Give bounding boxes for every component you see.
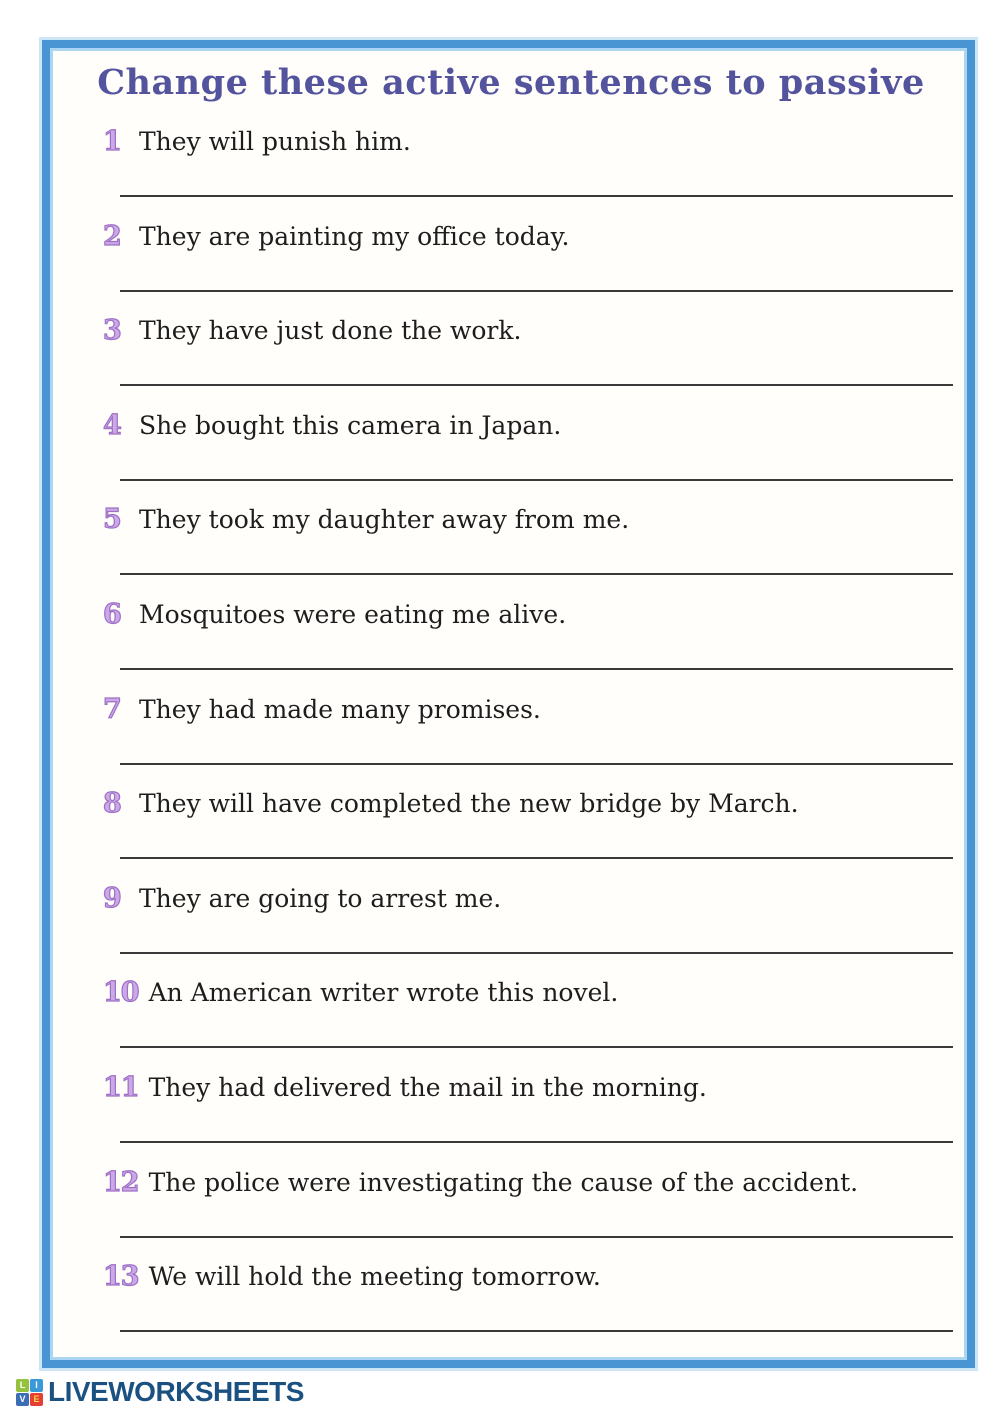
question-row [103, 1166, 939, 1200]
item-number: 9 [103, 882, 121, 914]
exercise-item [83, 409, 939, 504]
question-row [103, 598, 939, 632]
item-number: 13 [103, 1261, 139, 1293]
item-number: 5 [103, 504, 121, 536]
exercise-item [83, 1071, 939, 1166]
logo-tile-e: E [30, 1393, 43, 1406]
active-sentence: They are going to arrest me. [139, 883, 502, 913]
active-sentence: They will punish him. [139, 127, 411, 156]
active-sentence: She bought this camera in Japan. [139, 410, 562, 440]
answer-input[interactable] [120, 1302, 953, 1332]
item-number: 12 [103, 1166, 139, 1198]
liveworksheets-logo-text: LIVEWORKSHEETS [48, 1376, 304, 1407]
answer-input[interactable] [120, 1208, 953, 1238]
item-number: 6 [103, 598, 121, 630]
logo-tile-v: V [16, 1393, 29, 1406]
liveworksheets-logo[interactable] [16, 1376, 304, 1408]
answer-input[interactable] [120, 451, 953, 481]
item-number: 11 [103, 1071, 139, 1103]
answer-input[interactable] [120, 924, 953, 954]
question-row [103, 314, 939, 348]
exercise-item [83, 882, 939, 977]
liveworksheets-logo-icon [16, 1379, 43, 1406]
question-row [103, 125, 939, 159]
item-number: 7 [103, 693, 121, 725]
answer-input[interactable] [120, 1113, 953, 1143]
exercise-item [83, 787, 939, 882]
item-number: 4 [103, 409, 121, 441]
active-sentence: They are painting my office today. [139, 221, 570, 251]
logo-tile-i: I [30, 1379, 43, 1392]
active-sentence: They had delivered the mail in the morning. [148, 1072, 707, 1102]
active-sentence: They will have completed the new bridge by March. [139, 789, 799, 819]
item-number: 8 [103, 788, 121, 820]
question-row [103, 787, 939, 821]
exercise-item [83, 693, 939, 788]
answer-input[interactable] [120, 167, 953, 197]
exercise-item [83, 1260, 939, 1355]
active-sentence: They took my daughter away from me. [139, 505, 630, 535]
active-sentence: We will hold the meeting tomorrow. [148, 1262, 601, 1292]
exercise-item [83, 125, 939, 220]
item-number: 2 [103, 220, 121, 252]
answer-input[interactable] [120, 545, 953, 575]
item-number: 10 [103, 977, 139, 1009]
question-row [103, 409, 939, 443]
exercise-item [83, 503, 939, 598]
exercise-item [83, 976, 939, 1071]
worksheet-title: Change these active sentences to passive [97, 62, 925, 103]
question-row [103, 220, 939, 254]
question-row [103, 1260, 939, 1294]
question-row [103, 882, 939, 916]
exercise-item [83, 598, 939, 693]
answer-input[interactable] [120, 356, 953, 386]
item-number: 1 [103, 126, 121, 157]
answer-input[interactable] [120, 829, 953, 859]
exercise-list [83, 125, 939, 1355]
exercise-item [83, 1166, 939, 1261]
exercise-item [83, 314, 939, 409]
active-sentence: An American writer wrote this novel. [148, 978, 619, 1008]
item-number: 3 [103, 315, 121, 347]
question-row [103, 976, 939, 1010]
logo-tile-l: L [16, 1379, 29, 1392]
active-sentence: They had made many promises. [139, 694, 541, 724]
exercise-item [83, 220, 939, 315]
answer-input[interactable] [120, 262, 953, 292]
answer-input[interactable] [120, 640, 953, 670]
answer-input[interactable] [120, 735, 953, 765]
answer-input[interactable] [120, 1018, 953, 1048]
active-sentence: The police were investigating the cause of the accident. [148, 1167, 859, 1197]
active-sentence: Mosquitoes were eating me alive. [139, 599, 567, 629]
question-row [103, 1071, 939, 1105]
active-sentence: They have just done the work. [139, 316, 522, 346]
question-row [103, 693, 939, 727]
worksheet-frame [42, 40, 975, 1368]
question-row [103, 503, 939, 537]
